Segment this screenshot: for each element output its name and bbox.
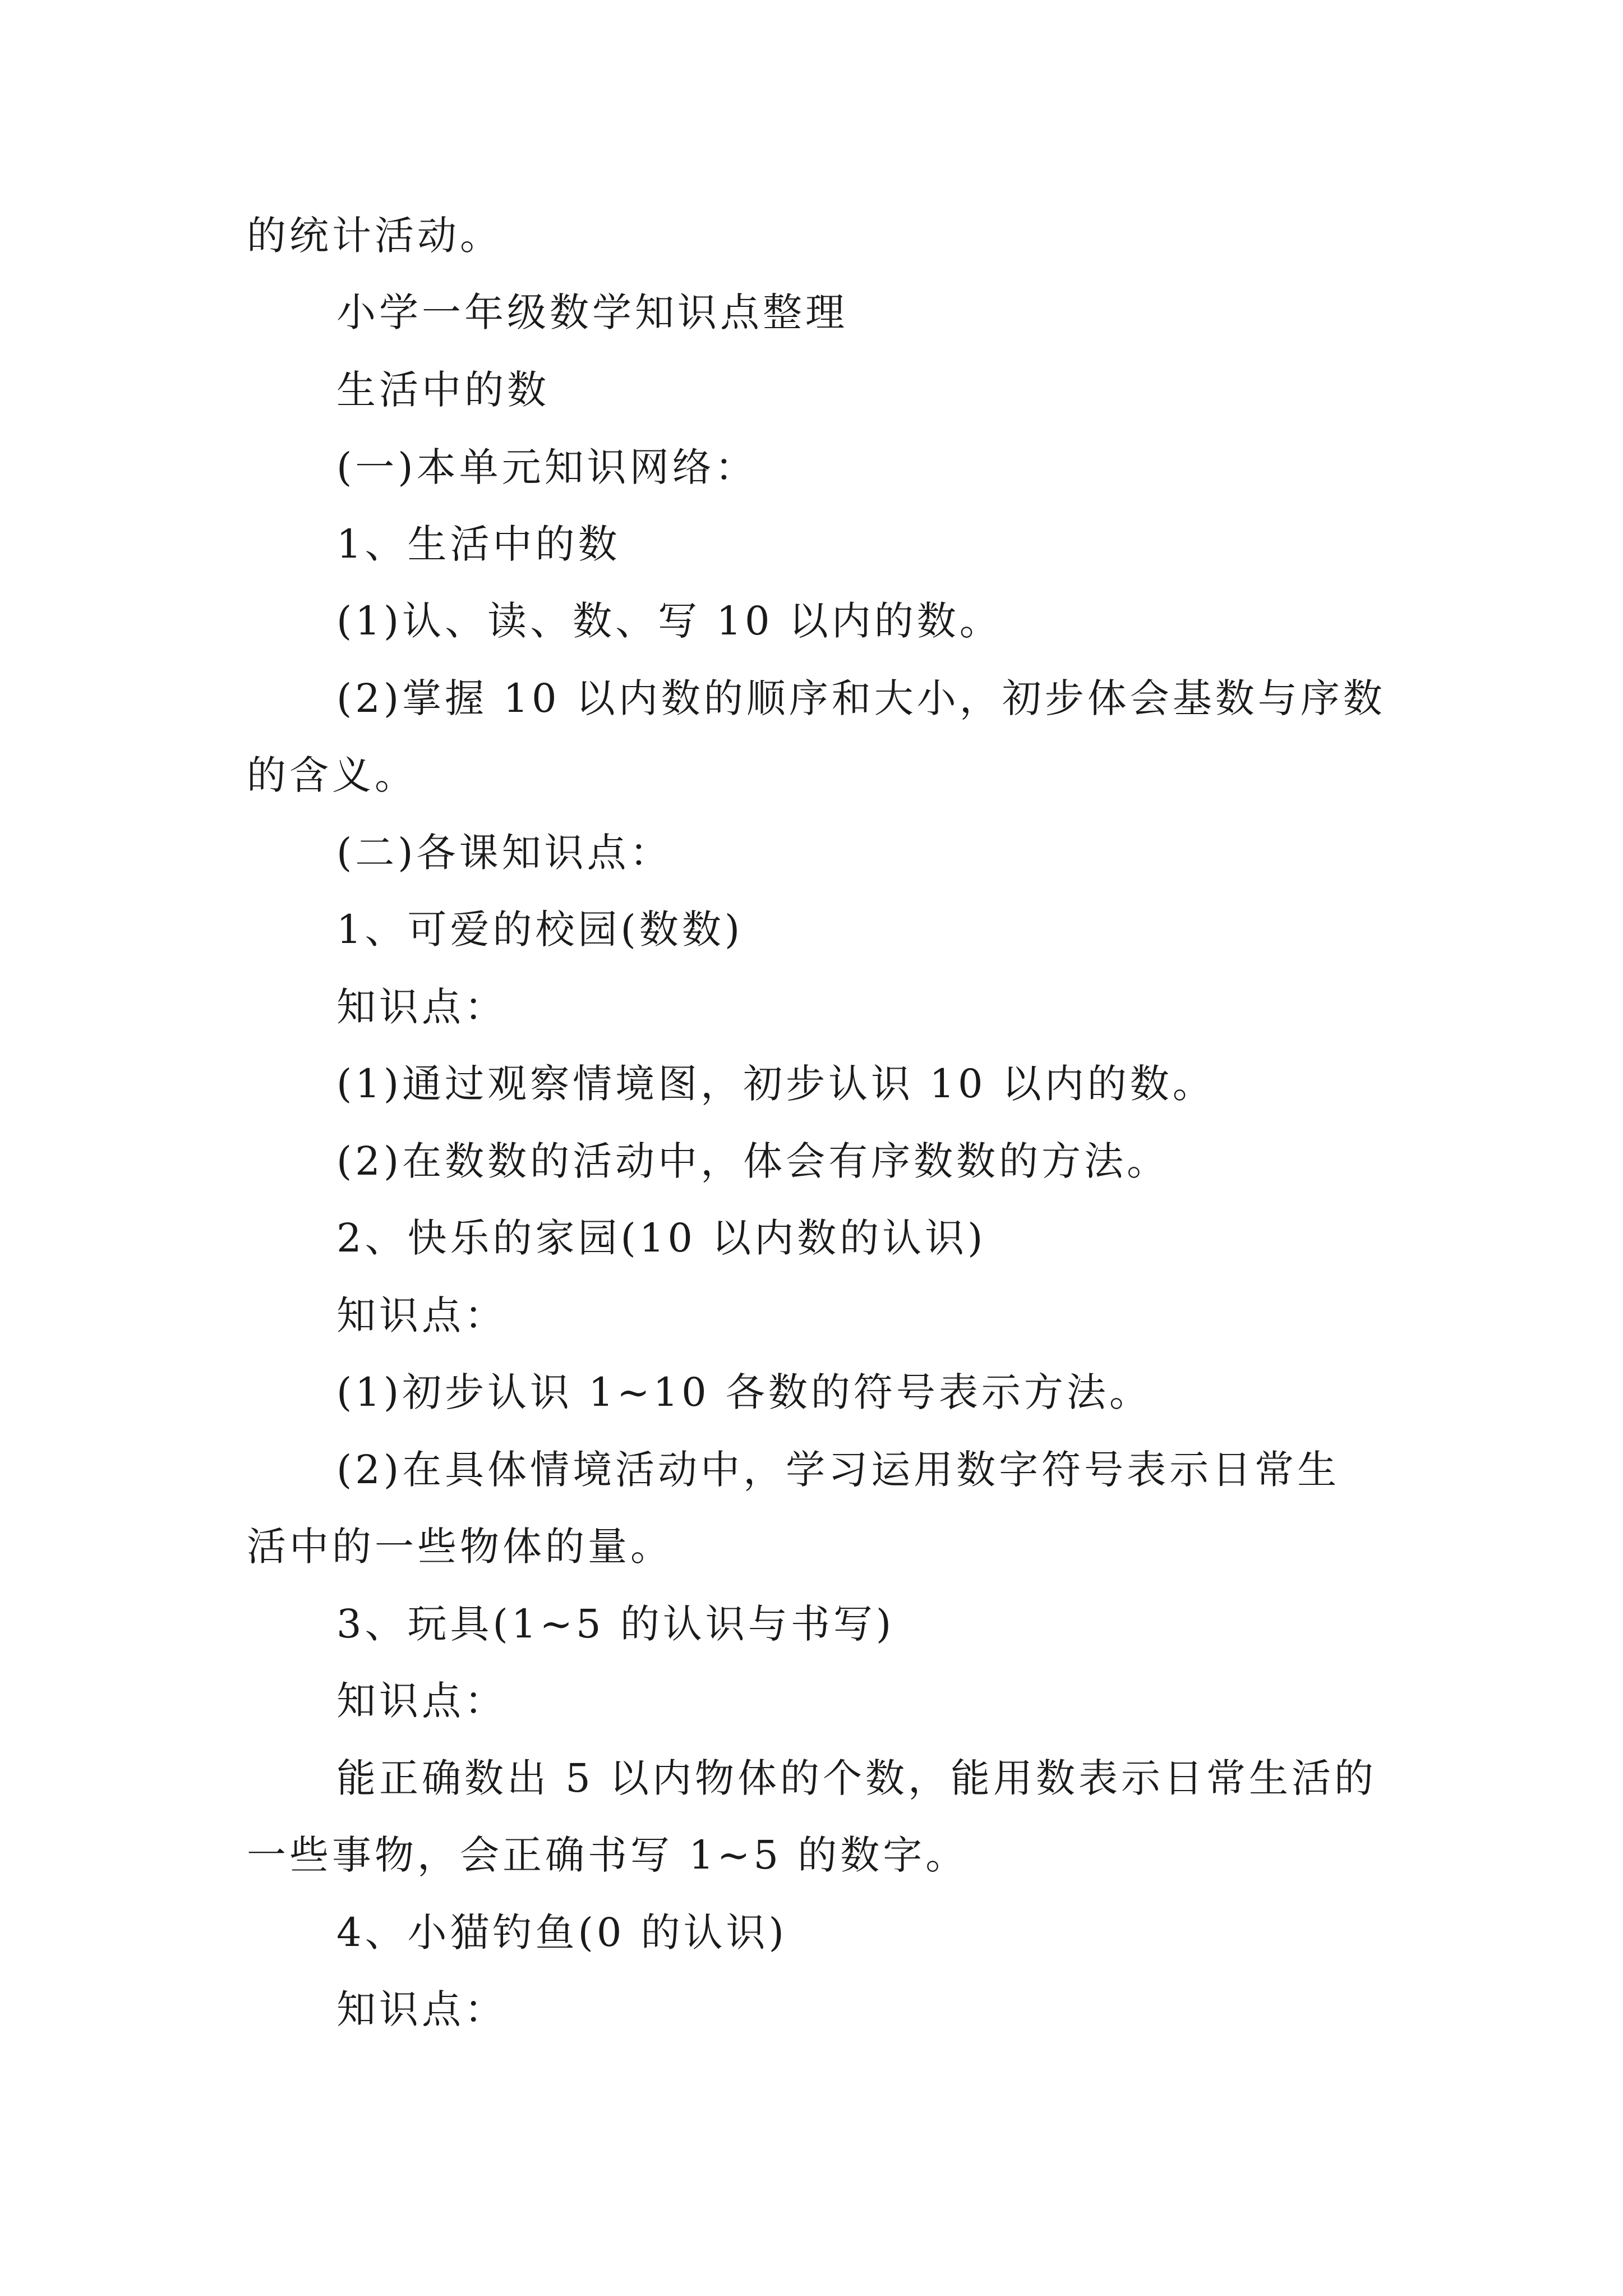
list-item: 1、生活中的数	[336, 521, 621, 567]
knowledge-label: 知识点：	[336, 1986, 507, 2032]
text-line: 的含义。	[247, 752, 417, 798]
list-item: (1)初步认识 1~10 各数的符号表示方法。	[336, 1369, 1152, 1415]
list-item: (2)掌握 10 以内数的顺序和大小，初步体会基数与序数	[336, 675, 1386, 721]
lesson-title: 3、玩具(1~5 的认识与书写)	[336, 1601, 895, 1647]
section-heading: 小学一年级数学知识点整理	[336, 289, 848, 335]
knowledge-label: 知识点：	[336, 1292, 507, 1338]
knowledge-label: 知识点：	[336, 1678, 507, 1724]
lesson-title: 1、可爱的校园(数数)	[336, 907, 744, 953]
lesson-title: 4、小猫钓鱼(0 的认识)	[336, 1910, 787, 1955]
subsection-heading: (二)各课知识点：	[336, 830, 672, 876]
list-item: (1)通过观察情境图，初步认识 10 以内的数。	[336, 1061, 1215, 1107]
lesson-title: 2、快乐的家园(10 以内数的认识)	[336, 1215, 986, 1261]
text-line: 活中的一些物体的量。	[247, 1524, 673, 1570]
knowledge-label: 知识点：	[336, 984, 507, 1030]
text-line: 的统计活动。	[247, 213, 502, 259]
list-item: (2)在具体情境活动中，学习运用数字符号表示日常生	[336, 1447, 1340, 1493]
subsection-heading: (一)本单元知识网络：	[336, 444, 758, 490]
paragraph-line: 能正确数出 5 以内物体的个数，能用数表示日常生活的	[336, 1755, 1377, 1801]
list-item: (2)在数数的活动中，体会有序数数的方法。	[336, 1138, 1170, 1184]
unit-title: 生活中的数	[336, 367, 550, 413]
list-item: (1)认、读、数、写 10 以内的数。	[336, 598, 1002, 644]
text-line: 一些事物，会正确书写 1~5 的数字。	[247, 1832, 969, 1878]
